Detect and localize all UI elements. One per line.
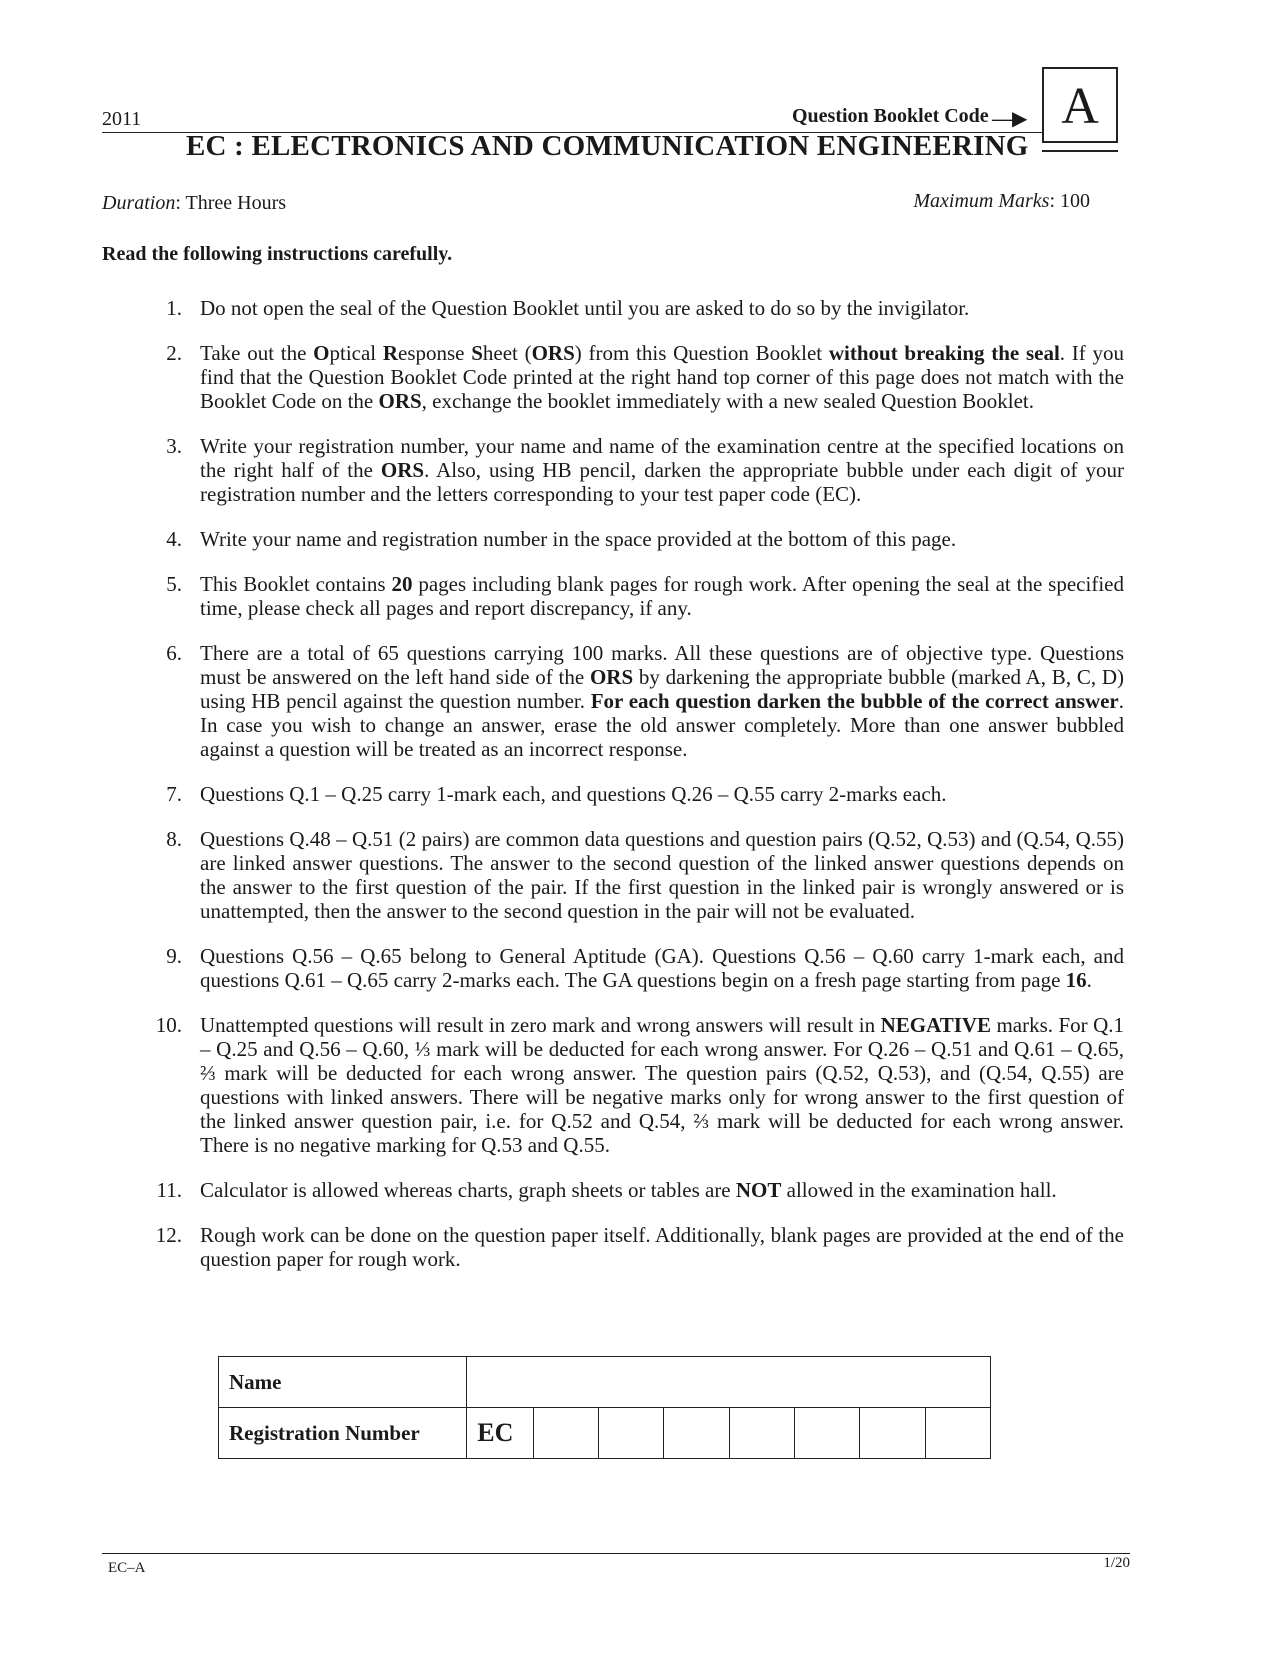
exam-year: 2011 <box>102 108 142 130</box>
instruction-item <box>142 944 1124 992</box>
duration-label: Duration <box>102 192 176 214</box>
instruction-number: 10. <box>155 1013 182 1037</box>
instruction-item <box>142 434 1124 506</box>
registration-digit-cell[interactable] <box>925 1408 990 1459</box>
instruction-text-run: NOT <box>735 1178 782 1202</box>
duration-value: : Three Hours <box>175 192 287 214</box>
instruction-text-run: without breaking the seal <box>828 341 1060 365</box>
instruction-text-run: heet ( <box>482 341 532 365</box>
instruction-text-run: Take out the <box>200 341 314 365</box>
instructions-heading: Read the following instructions carefully. <box>102 243 453 265</box>
instruction-text-run: O <box>313 341 330 365</box>
instruction-text <box>182 1178 1124 1202</box>
instruction-text-run: esponse <box>398 341 472 365</box>
instruction-text <box>182 434 1124 506</box>
instructions-list <box>142 296 1124 1292</box>
registration-digit-cell[interactable] <box>729 1408 794 1459</box>
instruction-text-run: For each question darken the bubble of the correct answer <box>590 689 1119 713</box>
instruction-text <box>182 944 1124 992</box>
registration-digit-cell[interactable] <box>664 1408 729 1459</box>
arrow-right-icon: —▶ <box>992 108 1028 130</box>
instruction-text-run: Calculator is allowed whereas charts, graph sheets or tables are <box>200 1178 736 1202</box>
code-box-underline <box>1042 150 1118 152</box>
instruction-number: 1. <box>166 296 182 320</box>
instruction-text-run: ) from this Question Booklet <box>574 341 829 365</box>
instruction-text-run: ORS <box>531 341 575 365</box>
instruction-number: 5. <box>166 572 182 596</box>
instruction-text-run: NEGATIVE <box>880 1013 992 1037</box>
page-number: 1/20 <box>1103 1555 1130 1571</box>
instruction-text-run: ptical <box>329 341 383 365</box>
instruction-text-run: . Also, using HB pencil, darken the appropriate bubble under each digit of your registration number and the letters corresponding to your test paper code (EC). <box>200 458 1124 506</box>
instruction-text-run: allowed in the examination hall. <box>781 1178 1057 1202</box>
instruction-text-run: Write your registration number, your name and name of the examination centre at the specified locations on the right half of the <box>200 434 1124 482</box>
instruction-item <box>142 527 1124 551</box>
registration-digit-cell[interactable] <box>794 1408 859 1459</box>
instruction-number: 11. <box>156 1178 182 1202</box>
instruction-number: 2. <box>166 341 182 365</box>
instruction-text-run: Write your name and registration number in the space provided at the bottom of this page. <box>200 527 957 551</box>
marks-label: Maximum Marks <box>913 190 1050 212</box>
instruction-text-run: ORS <box>380 458 425 482</box>
instruction-text <box>182 827 1124 923</box>
instruction-item <box>142 572 1124 620</box>
registration-digit-cell[interactable] <box>598 1408 663 1459</box>
instruction-text-run: Questions Q.48 – Q.51 (2 pairs) are common data questions and question pairs (Q.52, Q.53) and (Q.54, Q.55) are linked answer questions. The answer to the second question of the linked answer questions depends on the answer to the first question of the pair. If the first question in the linked pair is wrongly answered or is unattempted, then the answer to the second question in the pair will not be evaluated. <box>200 827 1124 923</box>
instruction-item <box>142 827 1124 923</box>
instruction-number: 4. <box>166 527 182 551</box>
instruction-text-run: S <box>471 341 483 365</box>
instruction-number: 9. <box>166 944 182 968</box>
instruction-text-run: marks. For Q.1 – Q.25 and Q.56 – Q.60, ⅓ mark will be deducted for each wrong answer. For Q.26 – Q.51 and Q.61 – Q.65, ⅔ mark will be deducted for each wrong answer. The question pairs (Q.52, Q.53), and (Q.54, Q.55) are questions with linked answers. There will be negative marks only for wrong answer to the first question of the linked answer question pair, i.e. for Q.52 and Q.54, ⅔ mark will be deducted for each wrong answer. There is no negative marking for Q.53 and Q.55. <box>200 1013 1124 1157</box>
instruction-text-run: . <box>1086 968 1092 992</box>
instruction-text-run: pages including blank pages for rough work. After opening the seal at the specified time, please check all pages and report discrepancy, if any. <box>200 572 1124 620</box>
instruction-text <box>182 572 1124 620</box>
instruction-text-run: This Booklet contains <box>200 572 392 596</box>
instruction-item <box>142 296 1124 320</box>
instruction-text-run: Questions Q.1 – Q.25 carry 1-mark each, and questions Q.26 – Q.55 carry 2-marks each. <box>200 782 947 806</box>
instruction-item <box>142 341 1124 413</box>
instruction-number: 3. <box>166 434 182 458</box>
name-field[interactable] <box>467 1357 991 1408</box>
instruction-text <box>182 341 1124 413</box>
registration-label: Registration Number <box>219 1408 467 1459</box>
registration-row <box>219 1408 991 1459</box>
footer-paper-code: EC–A <box>108 1560 146 1576</box>
instruction-number: 7. <box>166 782 182 806</box>
instruction-text <box>182 527 1124 551</box>
marks-value: : 100 <box>1049 190 1090 212</box>
instruction-item <box>142 1223 1124 1271</box>
instruction-text-run: Rough work can be done on the question paper itself. Additionally, blank pages are provided at the end of the question paper for rough work. <box>200 1223 1124 1271</box>
registration-digit-cell[interactable] <box>533 1408 598 1459</box>
instruction-item <box>142 1178 1124 1202</box>
paper-title: EC : ELECTRONICS AND COMMUNICATION ENGINEERING <box>186 130 1029 162</box>
instruction-text <box>182 782 1124 806</box>
instruction-item <box>142 1013 1124 1157</box>
instruction-text <box>182 641 1124 761</box>
instruction-text-run: Questions Q.56 – Q.65 belong to General Aptitude (GA). Questions Q.56 – Q.60 carry 1-mark each, and questions Q.61 – Q.65 carry 2-marks each. The GA questions begin on a fresh page starting from page <box>200 944 1124 992</box>
booklet-code-box: A <box>1042 67 1118 143</box>
instruction-text <box>182 296 1124 320</box>
instruction-text-run: by darkening the appropriate bubble (marked A, B, C, D) using HB pencil against the question number. <box>200 665 1124 713</box>
instruction-text-run: R <box>382 341 399 365</box>
registration-digit-cell[interactable] <box>860 1408 925 1459</box>
instruction-number: 6. <box>166 641 182 665</box>
instruction-number: 8. <box>166 827 182 851</box>
instruction-text-run: . In case you wish to change an answer, erase the old answer completely. More than one answer bubbled against a question will be treated as an incorrect response. <box>200 689 1124 761</box>
booklet-code-label: Question Booklet Code <box>792 105 989 127</box>
instruction-text-run: Do not open the seal of the Question Booklet until you are asked to do so by the invigilator. <box>200 296 970 320</box>
instruction-text-run: ORS <box>589 665 634 689</box>
instruction-text <box>182 1013 1124 1157</box>
candidate-details-table <box>218 1356 991 1459</box>
instruction-text-run: , exchange the booklet immediately with a new sealed Question Booklet. <box>421 389 1035 413</box>
registration-prefix: EC <box>467 1408 533 1459</box>
instruction-item <box>142 782 1124 806</box>
instruction-text-run: 16 <box>1065 968 1087 992</box>
instruction-text-run: Unattempted questions will result in zero mark and wrong answers will result in <box>200 1013 881 1037</box>
name-row <box>219 1357 991 1408</box>
duration <box>102 192 286 215</box>
instruction-text-run: ORS <box>378 389 422 413</box>
instruction-number: 12. <box>155 1223 182 1247</box>
instruction-item <box>142 641 1124 761</box>
instruction-text-run: There are a total of 65 questions carrying 100 marks. All these questions are of objective type. Questions must be answered on the left hand side of the <box>200 641 1124 689</box>
maximum-marks <box>913 190 1090 213</box>
name-label: Name <box>219 1357 467 1408</box>
instruction-text-run: 20 <box>391 572 413 596</box>
instruction-text <box>182 1223 1124 1271</box>
instruction-text-run: . If you find that the Question Booklet Code printed at the right hand top corner of this page does not match with the Booklet Code on the <box>200 341 1124 413</box>
footer-rule <box>102 1553 1130 1554</box>
